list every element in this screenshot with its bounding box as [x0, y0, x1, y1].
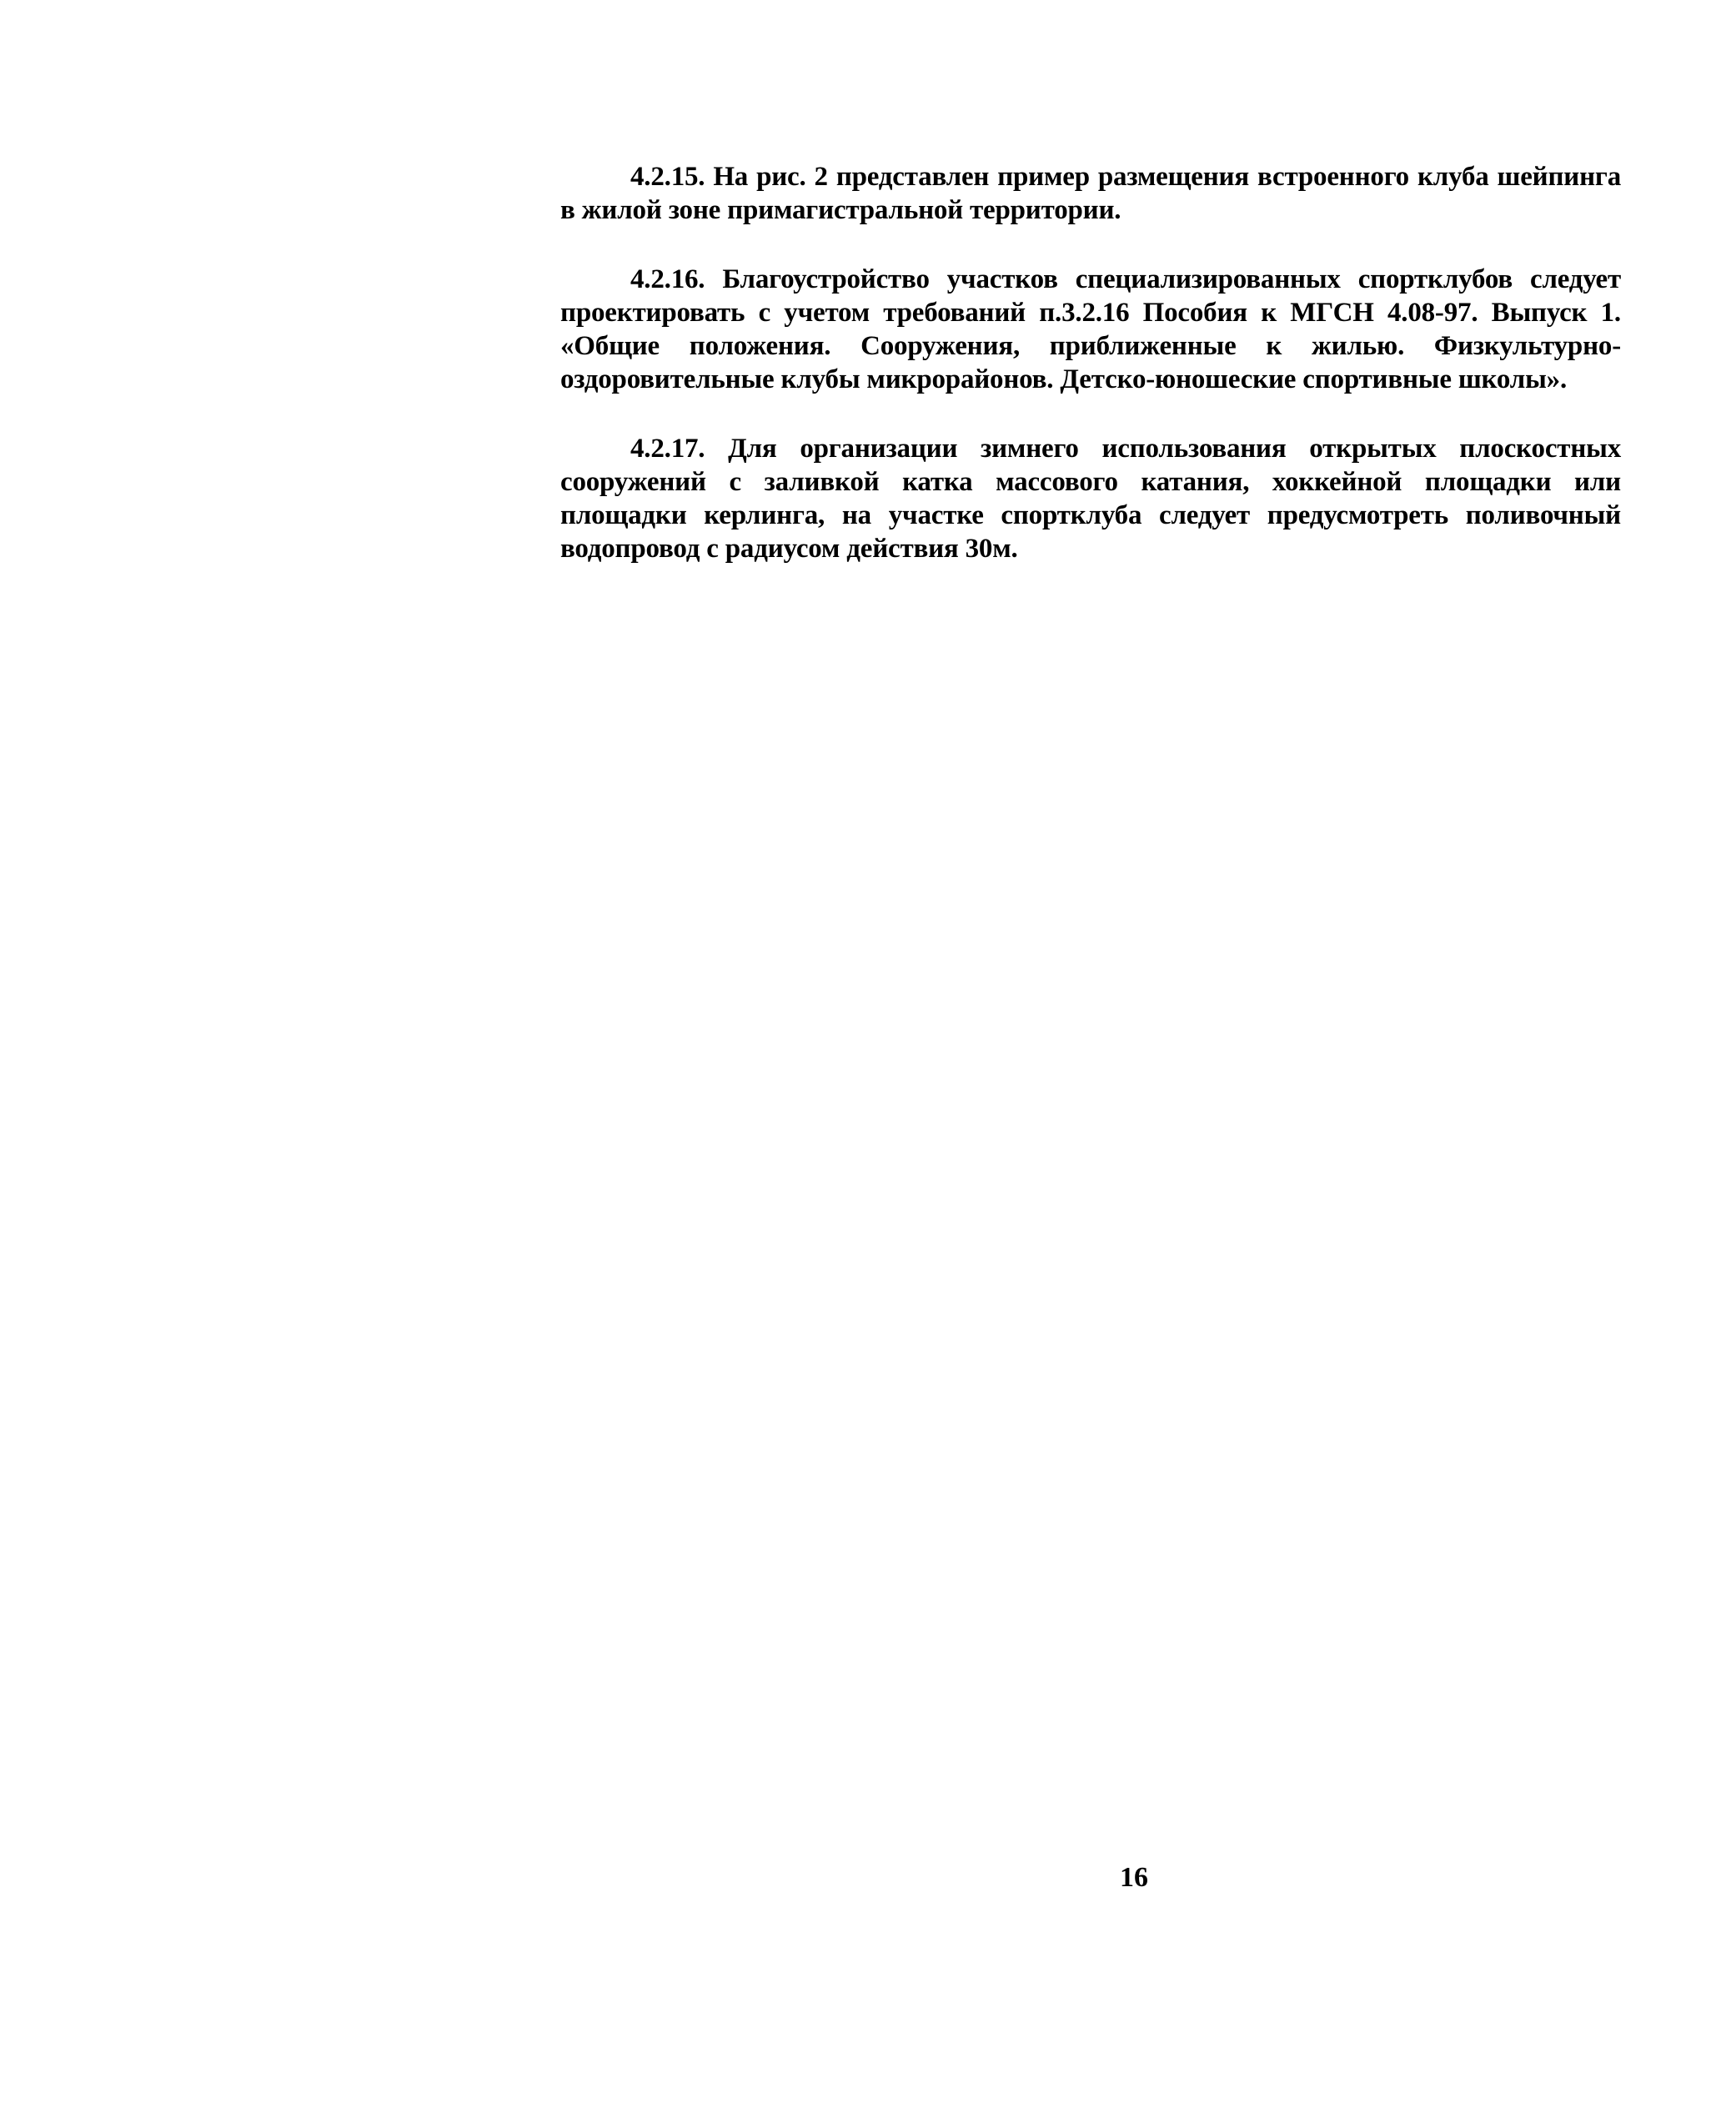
paragraph-4-2-16: 4.2.16. Благоустройство участков специализированных спортклубов следует проектировать с учетом требований п.3.2.16 Пособия к МГСН 4.08-97. Выпуск 1. «Общие положения. Сооружения, приближенные к жилью. Физкультурно-оздоровительные клубы микрорайонов. Детско-юношеские спортивные школы».	[560, 264, 1621, 394]
body-text	[560, 160, 1621, 565]
page-number: 16	[1120, 1862, 1148, 1893]
paragraph-4-2-17: 4.2.17. Для организации зимнего использования открытых плоскостных сооружений с заливкой катка массового катания, хоккейной площадки или площадки керлинга, на участке спортклуба следует предусмотреть поливочный водопровод с радиусом действия 30м.	[560, 434, 1621, 564]
paragraph-4-2-15: 4.2.15. На рис. 2 представлен пример размещения встроенного клуба шейпинга в жилой зоне примагистральной территории.	[560, 162, 1621, 225]
